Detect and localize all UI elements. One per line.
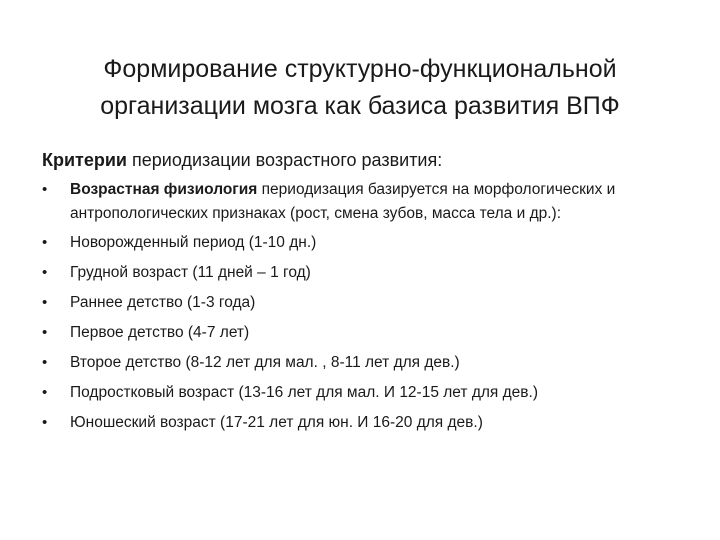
list-item — [42, 322, 682, 344]
list-item — [42, 178, 682, 226]
bullet-icon: • — [42, 294, 48, 311]
bullet-icon: • — [42, 181, 48, 198]
list-item — [42, 262, 682, 284]
list-item — [42, 352, 682, 374]
list-item-text: Новорожденный период (1-10 дн.) — [70, 234, 317, 251]
bullet-icon: • — [42, 384, 48, 401]
list-item — [42, 232, 682, 254]
slide-content — [42, 148, 682, 442]
bullet-icon: • — [42, 234, 48, 251]
bullet-icon: • — [42, 324, 48, 341]
bullet-list — [42, 178, 682, 434]
criteria-bold: Критерии — [42, 150, 127, 170]
criteria-heading — [42, 148, 682, 172]
slide-title — [40, 51, 680, 125]
bullet-icon: • — [42, 354, 48, 371]
list-item — [42, 412, 682, 434]
list-item-text: Раннее детство (1-3 года) — [70, 294, 256, 311]
list-item-bold: Возрастная физиология — [70, 181, 258, 198]
list-item-text: Подростковый возраст (13-16 лет для мал. И 12-15 лет для дев.) — [70, 384, 538, 401]
list-item-text: Грудной возраст (11 дней – 1 год) — [70, 264, 311, 281]
list-item-text: Второе детство (8-12 лет для мал. , 8-11 лет для дев.) — [70, 354, 460, 371]
list-item-text: Первое детство (4-7 лет) — [70, 324, 250, 341]
list-item-text: периодизация базируется на морфологических и антропологических признаках (рост, смена зубов, масса тела и др.): — [70, 181, 616, 222]
list-item — [42, 382, 682, 404]
bullet-icon: • — [42, 414, 48, 431]
title-line-1: Формирование структурно-функциональной — [103, 54, 617, 83]
bullet-icon: • — [42, 264, 48, 281]
criteria-text: периодизации возрастного развития: — [127, 150, 443, 170]
list-item-text: Юношеский возраст (17-21 лет для юн. И 16-20 для дев.) — [70, 414, 483, 431]
list-item — [42, 292, 682, 314]
title-line-2: организации мозга как базиса развития ВПФ — [100, 91, 620, 120]
